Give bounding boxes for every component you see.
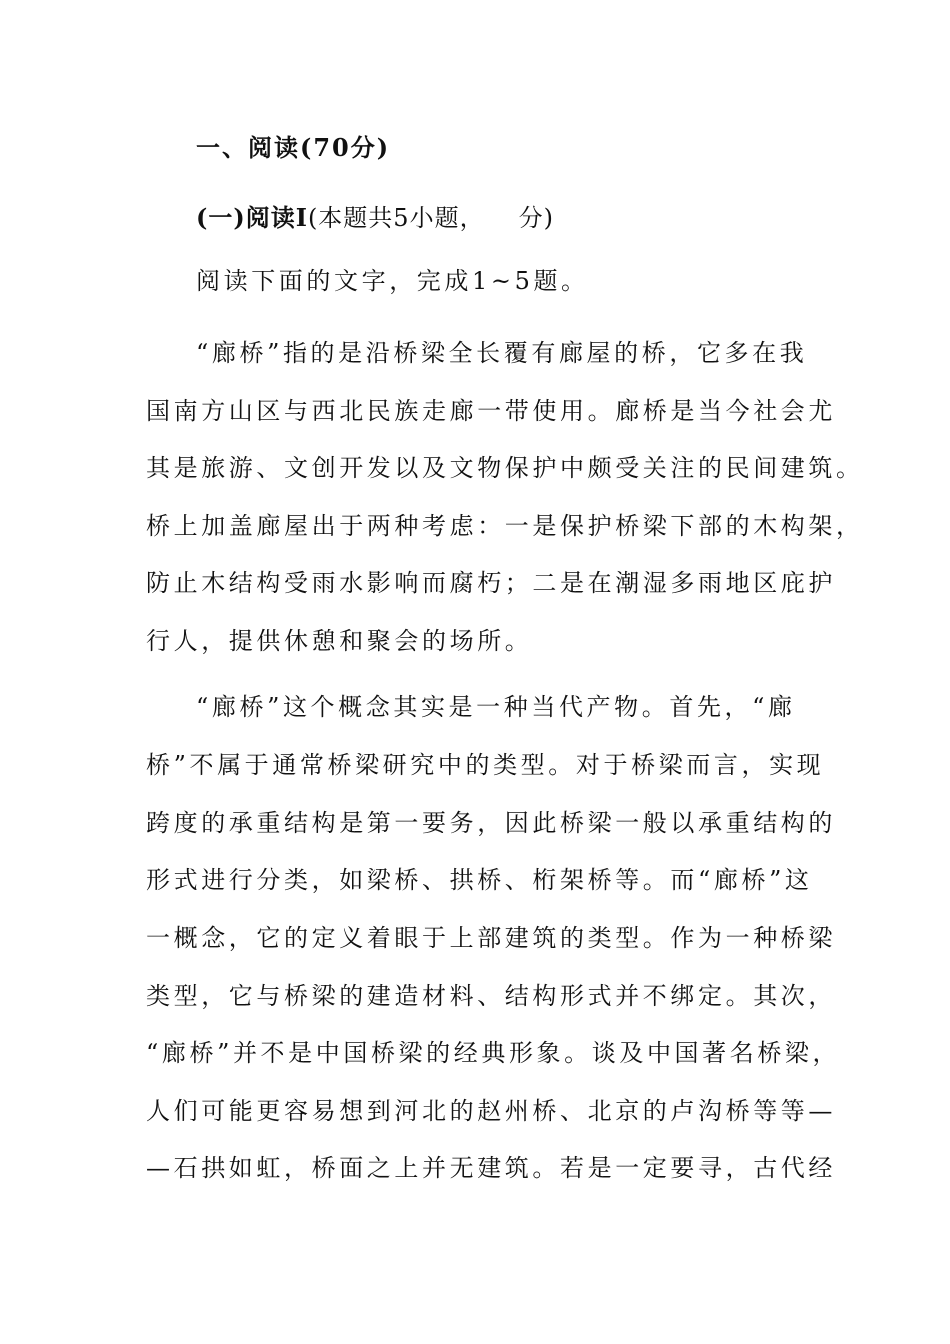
paragraph-line: 一概念，它的定义着眼于上部建筑的类型。作为一种桥梁 <box>146 924 836 952</box>
paragraph-line: 其是旅游、文创开发以及文物保护中颇受关注的民间建筑。 <box>146 454 864 482</box>
paragraph-line: 防止木结构受雨水影响而腐朽；二是在潮湿多雨地区庇护 <box>146 569 836 597</box>
subsection-label: (一)阅读Ⅰ <box>196 203 308 232</box>
paragraph-line: —石拱如虹，桥面之上并无建筑。若是一定要寻，古代经 <box>146 1154 836 1182</box>
paragraph-line: 跨度的承重结构是第一要务，因此桥梁一般以承重结构的 <box>146 809 836 837</box>
paragraph-line: 形式进行分类，如梁桥、拱桥、桁架桥等。而“廊桥”这 <box>146 866 813 894</box>
section-title: 一、阅读(70分) <box>196 133 391 162</box>
paragraph-line: 人们可能更容易想到河北的赵州桥、北京的卢沟桥等等— <box>146 1097 836 1125</box>
paragraph-line: 类型，它与桥梁的建造材料、结构形式并不绑定。其次， <box>146 982 836 1010</box>
paragraph-line: 行人，提供休憩和聚会的场所。 <box>146 627 533 655</box>
paragraph-line: “廊桥”这个概念其实是一种当代产物。首先，“廊 <box>196 693 796 721</box>
paragraph-line: “廊桥”指的是沿桥梁全长覆有廊屋的桥，它多在我 <box>196 339 808 367</box>
paragraph-line: 国南方山区与西北民族走廊一带使用。廊桥是当今社会尤 <box>146 397 836 425</box>
subsection-note-close: 分) <box>518 204 554 232</box>
paragraph-line: “廊桥”并不是中国桥梁的经典形象。谈及中国著名桥梁， <box>146 1039 841 1067</box>
subsection-note-open: (本题共5小题， <box>307 204 485 232</box>
subsection-title <box>196 198 554 233</box>
paragraph-line: 桥上加盖廊屋出于两种考虑：一是保护桥梁下部的木构架， <box>146 512 864 540</box>
paragraph-line: 桥”不属于通常桥梁研究中的类型。对于桥梁而言，实现 <box>146 751 825 779</box>
instruction-text: 阅读下面的文字，完成1~5题。 <box>196 267 589 295</box>
